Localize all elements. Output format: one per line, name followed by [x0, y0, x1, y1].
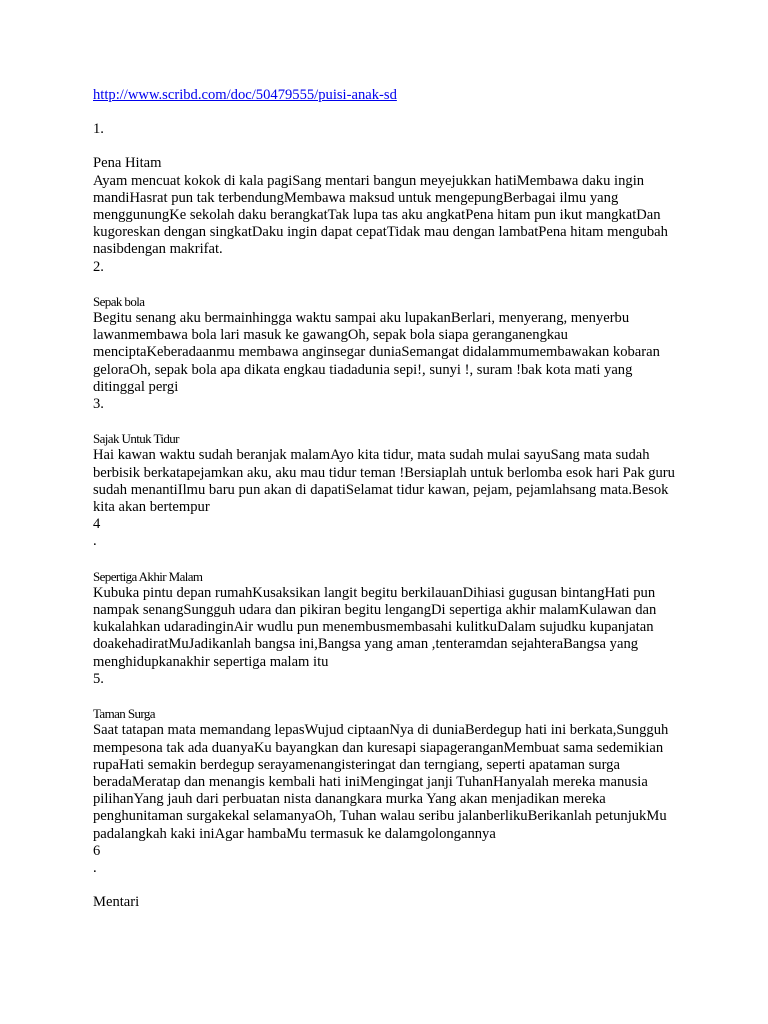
poem-title: Mentari: [93, 894, 140, 911]
poem-number: 3.: [93, 396, 104, 413]
poem-title: Sepak bola: [93, 293, 145, 309]
poem-number: 1.: [93, 121, 104, 138]
poem-number: 2.: [93, 258, 104, 275]
document-content: [93, 87, 683, 911]
source-link[interactable]: http://www.scribd.com/doc/50479555/puisi-anak-sd: [93, 87, 397, 103]
poem-body: Begitu senang aku bermainhingga waktu sampai aku lupakanBerlari, menyerang, menyerbu lawanmembawa bola lari masuk ke gawangOh, sepak bola siapa geranganengkau menciptaKeberadaanmu membawa anginsegar duniaSemangat didalammumembawakan kobaran geloraOh, sepak bola apa dikata engkau tiadadunia sepi!, sunyi !, suram !bak kota mati yang ditinggal pergi: [93, 310, 660, 395]
poem-number-dot: .: [93, 533, 97, 550]
poem-number: 4: [93, 516, 101, 533]
poem-body: Kubuka pintu depan rumahKusaksikan langit begitu berkilauanDihiasi gugusan bintangHati pun nampak senangSungguh udara dan pikiran begitu lengangDi sepertiga akhir malamKulawan dan kukalahkan udaradinginAir wudlu pun menembusmembasahi kulitkuDalam sujudku kupanjatan doakehadiratMuJadikanlah bangsa ini,Bangsa yang aman ,tenteramdan sejahteraBangsa yang menghidupkanakhir sepertiga malam itu: [93, 584, 657, 670]
poem-title: Sepertiga Akhir Malam: [93, 568, 203, 584]
poem-number: 6: [93, 842, 101, 859]
poem-body: Ayam mencuat kokok di kala pagiSang mentari bangun meyejukkan hatiMembawa daku ingin mandiHasrat pun tak terbendungMembawa maksud untuk mengepungBerbagai ilmu yang menggunungKe sekolah daku berangkatTak lupa tas aku angkatPena hitam pun ikut mangkatDan kugoreskan dengan singkatDaku ingin dapat cepatTidak mau dengan lambatPena hitam mengubah nasibdengan makrifat.: [93, 172, 668, 258]
poem-number: 5.: [93, 670, 104, 687]
poem-title: Sajak Untuk Tidur: [93, 431, 179, 447]
poem-body: Saat tatapan mata memandang lepasWujud ciptaanNya di duniaBerdegup hati ini berkata,Sungguh mempesona tak ada duanyaKu bayangkan dan kuresapi siapageranganMembuat sama sedemikian rupaHati semakin berdegup serayamenangisteringat dan terngiang, seperti apataman surga beradaMeratap dan menangis kembali hati iniMengingat janji TuhanHanyalah mereka manusia pilihanYang jauh dari perbuatan nista danangkara murka Yang akan menjadikan mereka penghunitaman surgakekal selamanyaOh, Tuhan walau seribu jalanberlikuBerikanlah petunjukMu padalangkah kaki iniAgar hambaMu termasuk ke dalamgolongannya: [93, 722, 669, 842]
poem-body: Hai kawan waktu sudah beranjak malamAyo kita tidur, mata sudah mulai sayuSang mata sudah berbisik berkatapejamkan aku, aku mau tidur teman !Bersiaplah untuk berlomba esok hari Pak guru sudah menantiIlmu baru pun akan di dapatiSelamat tidur kawan, pejam, pejamlahsang mata.Besok kita akan bertempur: [93, 447, 675, 516]
poem-number-dot: .: [93, 859, 97, 876]
poem-title: Taman Surga: [93, 706, 155, 722]
poem-title: Pena Hitam: [93, 155, 162, 172]
